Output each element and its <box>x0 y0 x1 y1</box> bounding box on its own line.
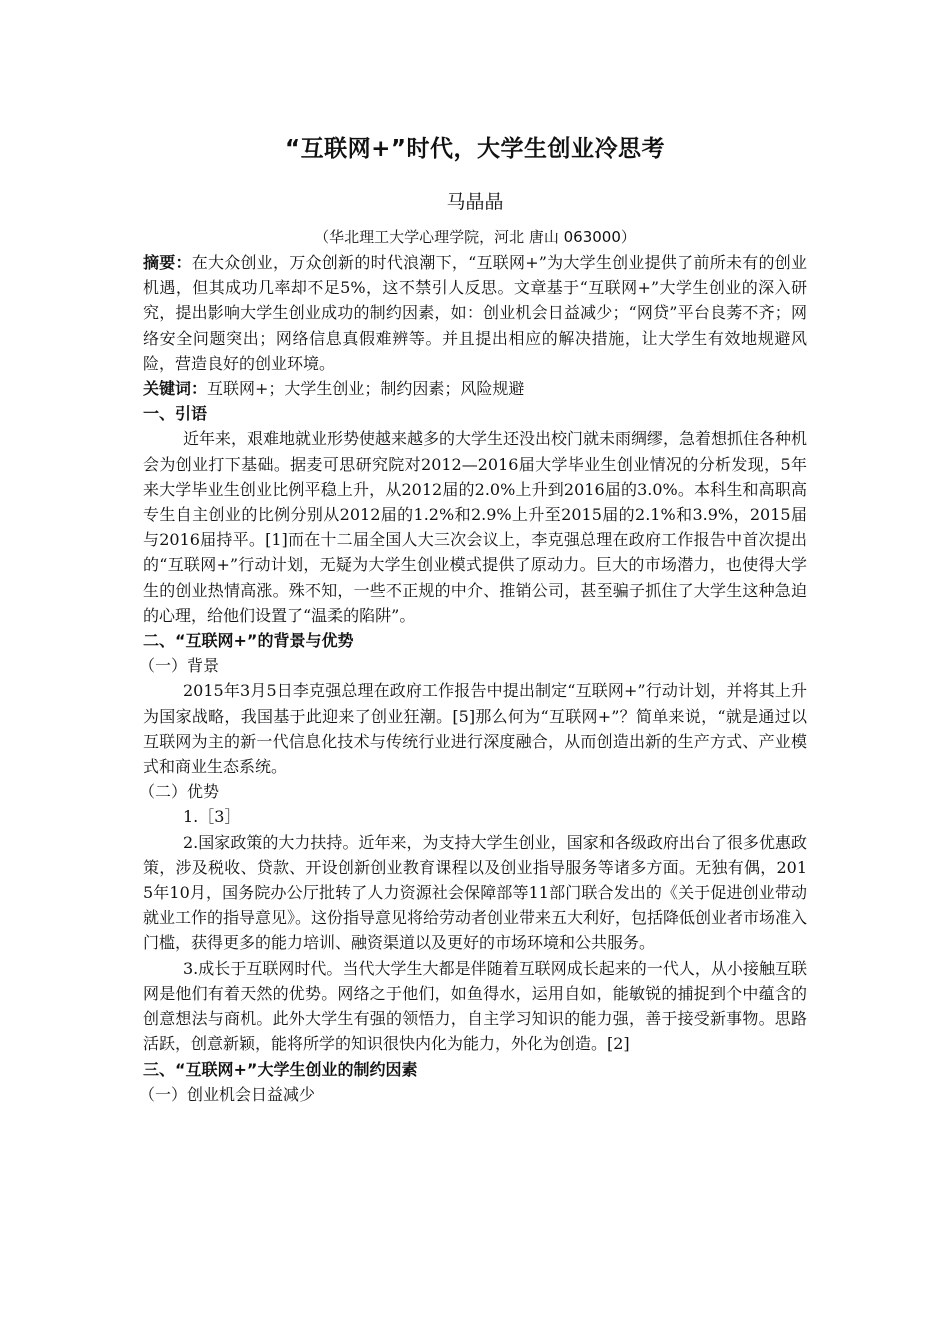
advantage-item-3: 3.成长于互联网时代。当代大学生大都是伴随着互联网成长起来的一代人，从小接触互联网是他们有着天然的优势。网络之于他们，如鱼得水，运用自如，能敏锐的捕捉到个中蕴含的创意想法与商机。此外大学生有强的领悟力，自主学习知识的能力强，善于接受新事物。思路活跃，创意新颖，能将所学的知识很快内化为能力，外化为创造。[2] <box>143 958 807 1054</box>
keywords-paragraph <box>143 376 807 401</box>
section-heading-intro: 一、引语 <box>143 404 208 424</box>
keywords-text: 互联网+；大学生创业；制约因素；风险规避 <box>207 379 525 399</box>
advantage-item-2: 2.国家政策的大力扶持。近年来，为支持大学生创业，国家和各级政府出台了很多优惠政策，涉及税收、贷款、开设创新创业教育课程以及创业指导服务等诸多方面。无独有偶，2015年10月，国务院办公厅批转了人力资源社会保障部等11部门联合发出的《关于促进创业带动就业工作的指导意见》。这份指导意见将给劳动者创业带来五大利好，包括降低创业者市场准入门槛，获得更多的能力培训、融资渠道以及更好的市场环境和公共服务。 <box>143 832 808 953</box>
background-paragraph: 2015年3月5日李克强总理在政府工作报告中提出制定“互联网+”行动计划，并将其上升为国家战略，我国基于此迎来了创业狂潮。[5]那么何为“互联网+”？简单来说，“就是通过以互联网为主的新一代信息化技术与传统行业进行深度融合，从而创造出新的生产方式、产业模式和商业生态系统。 <box>143 681 807 777</box>
body-text <box>139 250 808 1107</box>
paper-title: “互联网+”时代，大学生创业冷思考 <box>284 136 665 162</box>
section-heading-constraints: 三、“互联网+”大学生创业的制约因素 <box>143 1059 418 1079</box>
intro-paragraph: 近年来，艰难地就业形势使越来越多的大学生还没出校门就未雨绸缪，急着想抓住各种机会为创业打下基础。据麦可思研究院对2012—2016届大学毕业生创业情况的分析发现，5年来大学毕业生创业比例平稳上升，从2012届的2.0%上升到2016届的3.0%。本科生和高职高专生自主创业的比例分别从2012届的1.2%和2.9%上升至2015届的2.1%和3.9%，2015届与2016届持平。[1]而在十二届全国人大三次会议上，李克强总理在政府工作报告中首次提出的“互联网+”行动计划，无疑为大学生创业模式提供了原动力。巨大的市场潜力，也使得大学生的创业热情高涨。殊不知，一些不正规的中介、推销公司，甚至骗子抓住了大学生这种急迫的心理，给他们设置了“温柔的陷阱”。 <box>143 429 808 625</box>
subheading-background: （一）背景 <box>139 656 220 676</box>
affiliation: （华北理工大学心理学院，河北 唐山 063000） <box>314 228 636 246</box>
keywords-label: 关键词： <box>143 379 208 399</box>
subheading-advantages: （二）优势 <box>139 782 220 802</box>
section-heading-background: 二、“互联网+”的背景与优势 <box>143 631 354 651</box>
abstract-text: 在大众创业，万众创新的时代浪潮下，“互联网+”为大学生创业提供了前所未有的创业机遇，但其成功几率却不足5%，这不禁引人反思。文章基于“互联网+”大学生创业的深入研究，提出影响大学生创业成功的制约因素，如：创业机会日益减少；“网贷”平台良莠不齐；网络安全问题突出；网络信息真假难辨等。并且提出相应的解决措施，让大学生有效地规避风险，营造良好的创业环境。 <box>143 253 807 373</box>
author-name: 马晶晶 <box>446 191 504 213</box>
abstract-paragraph <box>143 250 807 376</box>
advantage-item-1: 1.［3］ <box>183 807 241 827</box>
subheading-opportunities: （一）创业机会日益减少 <box>139 1084 316 1104</box>
abstract-label: 摘要： <box>143 253 192 272</box>
